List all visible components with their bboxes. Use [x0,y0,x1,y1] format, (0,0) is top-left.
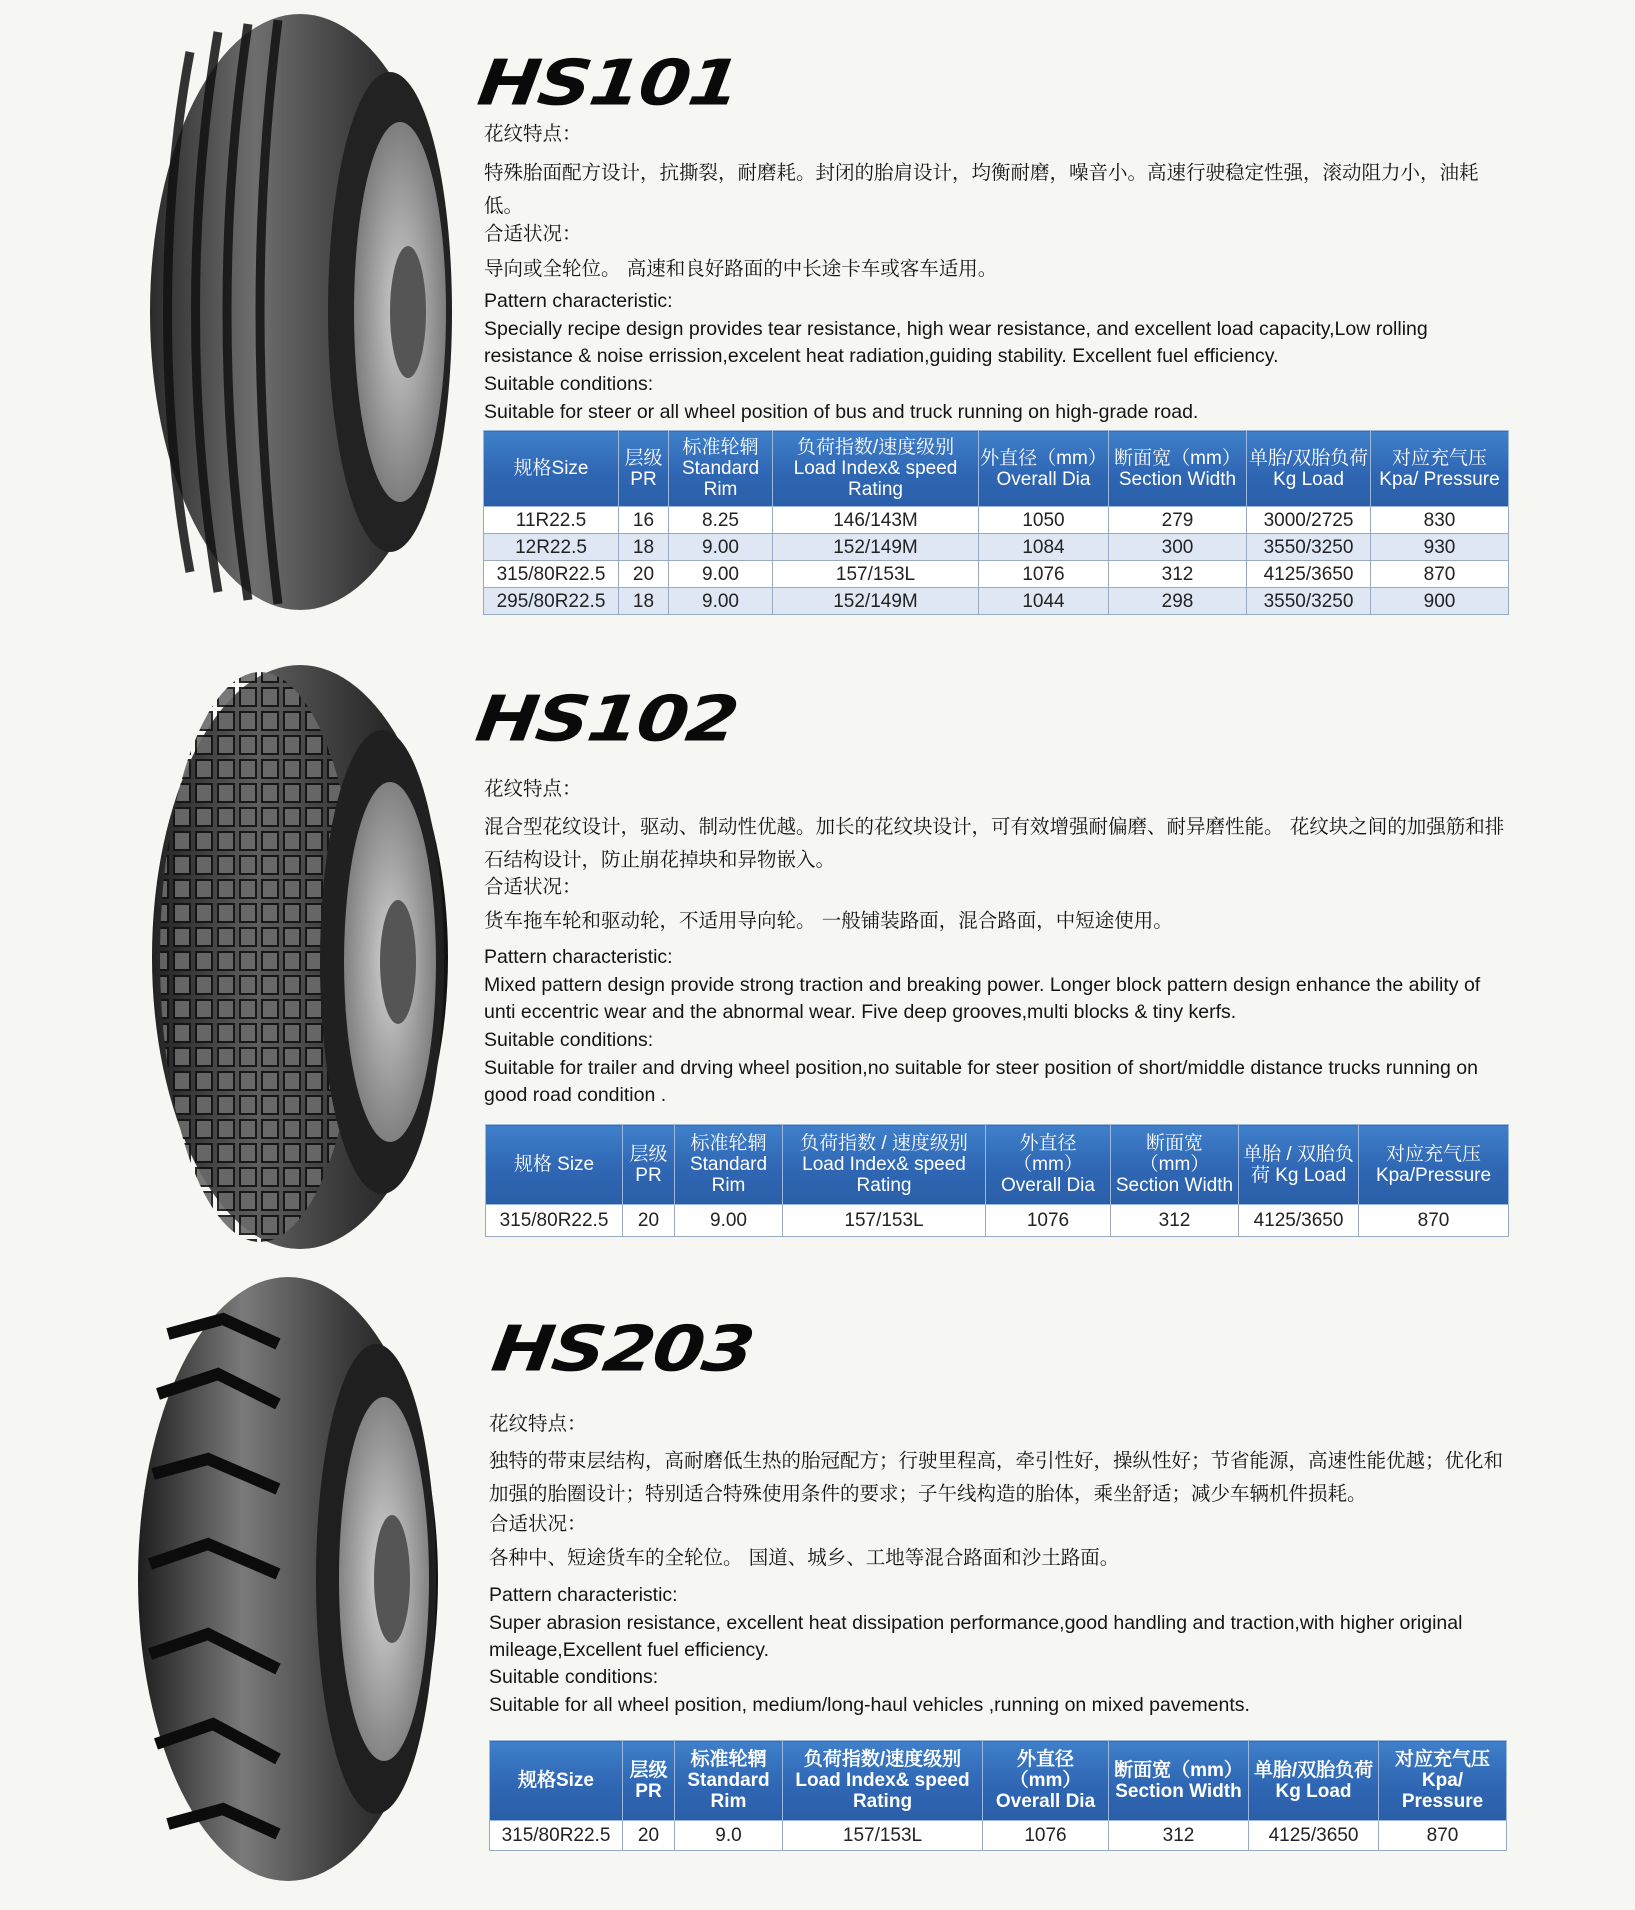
cell: 3550/3250 [1247,588,1371,615]
cell: 312 [1109,561,1247,588]
cell: 11R22.5 [484,507,619,534]
header-section-width: 断面宽（mm） Section Width [1111,1125,1239,1205]
cell: 870 [1379,1821,1507,1851]
suitable-cn-text: 各种中、短途货车的全轮位。 国道、城乡、工地等混合路面和沙土路面。 [489,1546,1120,1569]
cell: 9.00 [669,561,773,588]
cell: 9.00 [669,588,773,615]
cell: 1084 [979,534,1109,561]
pattern-en-label: Pattern characteristic: [484,290,673,312]
pattern-en-label: Pattern characteristic: [489,1584,678,1606]
cell: 4125/3650 [1247,561,1371,588]
header-pr: 层级 PR [623,1741,675,1821]
header-size: 规格Size [490,1741,623,1821]
cell: 1044 [979,588,1109,615]
header-rim: 标准轮辋 Standard Rim [675,1125,783,1205]
cell: 830 [1371,507,1509,534]
cell: 298 [1109,588,1247,615]
suitable-cn-text: 货车拖车轮和驱动轮，不适用导向轮。 一般铺装路面，混合路面，中短途使用。 [484,909,1173,932]
suitable-en-label: Suitable conditions: [484,1029,654,1051]
cell: 16 [619,507,669,534]
cell: 157/153L [773,561,979,588]
suitable-cn-label: 合适状况： [484,875,582,898]
pattern-cn-label: 花纹特点： [489,1412,587,1435]
cell: 1050 [979,507,1109,534]
header-pressure: 对应充气压 Kpa/ Pressure [1371,431,1509,507]
header-rim: 标准轮辋 Standard Rim [669,431,773,507]
table-row [484,534,1509,561]
header-overall-dia: 外直径（mm） Overall Dia [979,431,1109,507]
header-overall-dia: 外直径（mm） Overall Dia [986,1125,1111,1205]
table-row [484,561,1509,588]
header-size: 规格Size [484,431,619,507]
cell: 9.0 [675,1821,783,1851]
pattern-en-text: Mixed pattern design provide strong traction and breaking power. Longer block pattern design enhance the ability of unti eccentric wear and the abnormal wear. Five deep grooves,multi blocks & tiny kerfs. [484,974,1481,1023]
product-hs203 [0,1260,1635,1910]
cell: 146/143M [773,507,979,534]
product-hs101 [0,0,1635,630]
cell: 315/80R22.5 [490,1821,623,1851]
header-pr: 层级 PR [619,431,669,507]
table-header-row [484,431,1509,507]
header-load-speed: 负荷指数 / 速度级别 Load Index& speed Rating [783,1125,986,1205]
cell: 8.25 [669,507,773,534]
header-load: 单胎 / 双胎负荷 Kg Load [1239,1125,1359,1205]
suitable-en-label: Suitable conditions: [489,1666,659,1688]
table-header-row [486,1125,1509,1205]
pattern-en-text: Specially recipe design provides tear resistance, high wear resistance, and excellent load capacity,Low rolling resistance & noise errission,excelent heat radiation,guiding stability. Excellent fuel efficiency. [484,318,1428,367]
cell: 312 [1111,1205,1239,1237]
spec-table-hs203 [489,1740,1507,1851]
suitable-en-text: Suitable for steer or all wheel position of bus and truck running on high-grade road. [484,401,1199,423]
pattern-cn-text: 混合型花纹设计，驱动、制动性优越。加长的花纹块设计，可有效增强耐偏磨、耐异磨性能。 花纹块之间的加强筋和排石结构设计，防止崩花掉块和异物嵌入。 [484,815,1505,871]
table-row [484,588,1509,615]
cell: 900 [1371,588,1509,615]
cell: 9.00 [669,534,773,561]
cell: 295/80R22.5 [484,588,619,615]
tire-hs101-image [150,12,455,612]
cell: 279 [1109,507,1247,534]
header-section-width: 断面宽（mm） Section Width [1109,431,1247,507]
header-overall-dia: 外直径（mm） Overall Dia [983,1741,1109,1821]
cell: 300 [1109,534,1247,561]
header-size: 规格 Size [486,1125,623,1205]
cell: 870 [1359,1205,1509,1237]
header-load: 单胎/双胎负荷Kg Load [1247,431,1371,507]
table-row [484,507,1509,534]
header-pr: 层级 PR [623,1125,675,1205]
header-pressure: 对应充气压 Kpa/ Pressure [1379,1741,1507,1821]
table-row [490,1821,1507,1851]
header-load-speed: 负荷指数/速度级别 Load Index& speed Rating [773,431,979,507]
cell: 20 [623,1205,675,1237]
suitable-en-text: Suitable for all wheel position, medium/long-haul vehicles ,running on mixed pavements. [489,1694,1250,1716]
pattern-cn-label: 花纹特点： [484,122,582,145]
cell: 1076 [979,561,1109,588]
table-header-row [490,1741,1507,1821]
pattern-cn-label: 花纹特点： [484,777,582,800]
pattern-en-label: Pattern characteristic: [484,946,673,968]
suitable-en-text: Suitable for trailer and drving wheel position,no suitable for steer position of short/middle distance trucks running on good road condition . [484,1057,1478,1106]
cell: 9.00 [675,1205,783,1237]
header-section-width: 断面宽（mm） Section Width [1109,1741,1249,1821]
cell: 12R22.5 [484,534,619,561]
cell: 1076 [986,1205,1111,1237]
header-rim: 标准轮辋 Standard Rim [675,1741,783,1821]
cell: 315/80R22.5 [484,561,619,588]
cell: 3000/2725 [1247,507,1371,534]
cell: 20 [619,561,669,588]
table-row [486,1205,1509,1237]
cell: 870 [1371,561,1509,588]
header-load: 单胎/双胎负荷 Kg Load [1249,1741,1379,1821]
suitable-en-label: Suitable conditions: [484,373,654,395]
header-pressure: 对应充气压 Kpa/Pressure [1359,1125,1509,1205]
cell: 18 [619,534,669,561]
spec-table-hs101 [483,430,1509,615]
spec-table-hs102 [485,1124,1509,1237]
cell: 312 [1109,1821,1249,1851]
cell: 157/153L [783,1205,986,1237]
model-title: HS203 [487,1312,758,1386]
cell: 152/149M [773,534,979,561]
model-title: HS101 [473,46,744,120]
cell: 152/149M [773,588,979,615]
cell: 3550/3250 [1247,534,1371,561]
cell: 1076 [983,1821,1109,1851]
cell: 20 [623,1821,675,1851]
suitable-cn-text: 导向或全轮位。 高速和良好路面的中长途卡车或客车适用。 [484,257,998,280]
pattern-en-text: Super abrasion resistance, excellent heat dissipation performance,good handling and traction,with higher original mileage,Excellent fuel efficiency. [489,1612,1463,1661]
model-title: HS102 [471,682,742,756]
header-load-speed: 负荷指数/速度级别 Load Index& speed Rating [783,1741,983,1821]
pattern-cn-text: 独特的带束层结构，高耐磨低生热的胎冠配方；行驶里程高，牵引性好，操纵性好；节省能源，高速性能优越；优化和加强的胎圈设计；特别适合特殊使用条件的要求；子午线构造的胎体，乘坐舒适；减少车辆机件损耗。 [489,1449,1504,1505]
suitable-cn-label: 合适状况： [484,222,582,245]
suitable-cn-label: 合适状况： [489,1512,587,1535]
cell: 4125/3650 [1249,1821,1379,1851]
product-hs102 [0,650,1635,1250]
tire-hs203-image [138,1274,438,1884]
cell: 315/80R22.5 [486,1205,623,1237]
cell: 930 [1371,534,1509,561]
cell: 157/153L [783,1821,983,1851]
cell: 4125/3650 [1239,1205,1359,1237]
tire-hs102-image [150,662,450,1252]
pattern-cn-text: 特殊胎面配方设计，抗撕裂，耐磨耗。封闭的胎肩设计，均衡耐磨，噪音小。高速行驶稳定性强，滚动阻力小，油耗低。 [484,161,1479,217]
cell: 18 [619,588,669,615]
